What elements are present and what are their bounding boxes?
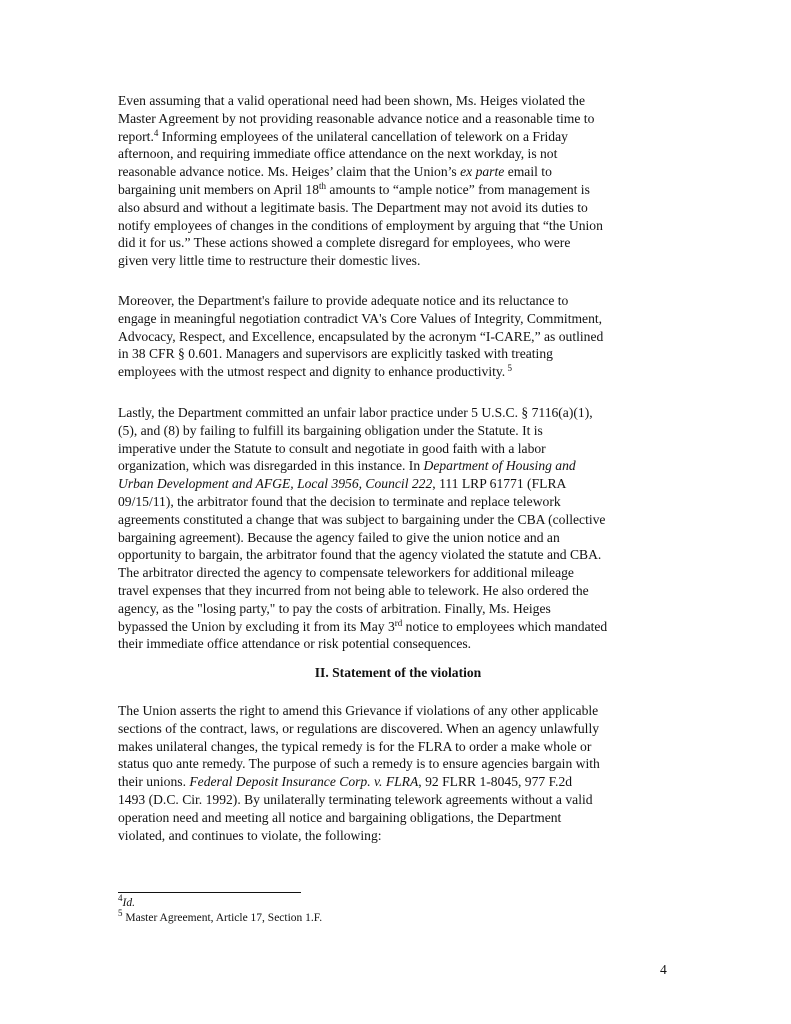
- text-run: reasonable advance notice. Ms. Heiges’ claim that the Union’s: [118, 164, 461, 180]
- text-line: [118, 827, 678, 845]
- text-line: [118, 292, 678, 310]
- text-run: email to: [504, 164, 552, 180]
- text-run: bypassed the Union by excluding it from its May 3: [118, 618, 395, 634]
- text-line: [118, 345, 678, 363]
- text-run: 1493 (D.C. Cir. 1992). By unilaterally terminating telework agreements without a valid: [118, 791, 593, 807]
- text-run: sections of the contract, laws, or regulations are discovered. When an agency unlawfully: [118, 720, 600, 736]
- text-run: imperative under the Statute to consult and negotiate in good faith with a labor: [118, 440, 546, 456]
- text-line: [118, 702, 678, 720]
- text-run: travel expenses that they incurred from not being able to telework. He also ordered the: [118, 582, 589, 598]
- text-run: Even assuming that a valid operational need had been shown, Ms. Heiges violated the: [118, 93, 585, 108]
- text-run: notify employees of changes in the conditions of employment by arguing that “the Union: [118, 217, 603, 233]
- text-run: given very little time to restructure their domestic lives.: [118, 253, 421, 269]
- text-run: opportunity to bargain, the arbitrator found that the agency violated the statute and CBA.: [118, 547, 602, 563]
- text-run: violated, and continues to violate, the following:: [118, 827, 382, 843]
- section-heading: II. Statement of the violation: [314, 665, 482, 680]
- paragraph-core-values: [118, 292, 678, 381]
- text-line: [118, 404, 678, 422]
- text-line: [118, 92, 678, 110]
- text-line: [118, 809, 678, 827]
- text-run: Moreover, the Department's failure to provide adequate notice and its reluctance to: [118, 293, 569, 308]
- text-line: [118, 163, 678, 181]
- footnotes: [118, 893, 323, 926]
- text-run: The Union asserts the right to amend this Grievance if violations of any other applicable: [118, 703, 599, 718]
- text-run: in 38 CFR § 0.601. Managers and supervisors are explicitly tasked with treating: [118, 346, 553, 362]
- text-run: employees with the utmost respect and dignity to enhance productivity.: [118, 364, 506, 380]
- text-line: [118, 234, 678, 252]
- text-line: [118, 128, 678, 146]
- page-number: 4: [660, 962, 667, 977]
- footnote-ref: 5: [505, 363, 512, 374]
- text-line: [118, 440, 678, 458]
- text-run: afternoon, and requiring immediate office attendance on the next workday, is not: [118, 146, 558, 162]
- text-line: [118, 546, 678, 564]
- text-run: amounts to “ample notice” from management is: [326, 181, 590, 197]
- text-line: [118, 475, 678, 493]
- text-line: [118, 422, 678, 440]
- text-run: agreements constituted a change that was subject to bargaining under the CBA (collective: [118, 511, 606, 527]
- footnote-ref: rd: [394, 617, 403, 628]
- text-run: agency, as the "losing party," to pay the costs of arbitration. Finally, Ms. Heiges: [118, 600, 551, 616]
- text-run: , 92 FLRR 1-8045, 977 F.2d: [418, 774, 573, 790]
- text-line: [118, 564, 678, 582]
- text-line: [118, 738, 678, 756]
- text-run: 09/15/11), the arbitrator found that the decision to terminate and replace telework: [118, 493, 561, 509]
- text-run: operation need and meeting all notice and bargaining obligations, the Department: [118, 809, 562, 825]
- text-run: bargaining agreement). Because the agency failed to give the union notice and an: [118, 529, 560, 545]
- paragraph-unfair-labor-practice: [118, 404, 678, 653]
- text-line: [118, 252, 678, 270]
- text-line: [118, 310, 678, 328]
- text-line: [118, 618, 678, 636]
- text-run: their immediate office attendance or risk potential consequences.: [118, 636, 472, 652]
- text-run: organization, which was disregarded in this instance. In: [118, 458, 424, 474]
- footnote-ref: th: [319, 180, 327, 191]
- text-run: notice to employees which mandated: [402, 618, 608, 634]
- footnote-5: $^5$ Master Agreement, Article 17, Section 1.F.: [118, 908, 323, 924]
- italic-text: Federal Deposit Insurance Corp. v. FLRA: [189, 774, 419, 790]
- text-run: status quo ante remedy. The purpose of such a remedy is to ensure agencies bargain with: [118, 756, 600, 772]
- footnote-4: $^4$Id.: [118, 893, 135, 909]
- text-run: their unions.: [118, 774, 190, 790]
- text-line: [118, 110, 678, 128]
- text-line: [118, 635, 678, 653]
- italic-text: Urban Development and AFGE, Local 3956, Council 222: [118, 476, 433, 492]
- text-run: The arbitrator directed the agency to compensate teleworkers for additional mileage: [118, 565, 574, 581]
- text-run: report.: [118, 128, 154, 144]
- text-run: makes unilateral changes, the typical remedy is for the FLRA to order a make whole or: [118, 738, 592, 754]
- text-run: bargaining unit members on April 18: [118, 181, 319, 197]
- text-line: [118, 363, 678, 381]
- italic-text: ex parte: [460, 164, 505, 180]
- text-line: [118, 328, 678, 346]
- text-line: [118, 199, 678, 217]
- footnote-divider: [118, 892, 301, 893]
- paragraph-union-asserts: [118, 702, 678, 844]
- text-run: Informing employees of the unilateral cancellation of telework on a Friday: [158, 128, 568, 144]
- text-line: [118, 755, 678, 773]
- text-run: Advocacy, Respect, and Excellence, encapsulated by the acronym “I-CARE,” as outlined: [118, 328, 604, 344]
- text-line: [118, 529, 678, 547]
- text-line: [118, 493, 678, 511]
- text-line: [118, 791, 678, 809]
- text-line: [118, 217, 678, 235]
- text-line: [118, 600, 678, 618]
- text-run: engage in meaningful negotiation contradict VA's Core Values of Integrity, Commitment,: [118, 310, 603, 326]
- text-run: , 111 LRP 61771 (FLRA: [432, 476, 567, 492]
- text-run: also absurd and without a legitimate basis. The Department may not avoid its duties to: [118, 199, 588, 215]
- text-line: [118, 582, 678, 600]
- text-line: [118, 457, 678, 475]
- text-line: [118, 181, 678, 199]
- italic-text: Department of Housing and: [423, 458, 576, 474]
- footnote-ref: 4: [153, 127, 159, 138]
- text-line: [118, 511, 678, 529]
- text-line: [118, 720, 678, 738]
- text-run: Master Agreement by not providing reasonable advance notice and a reasonable time to: [118, 110, 595, 126]
- text-run: Lastly, the Department committed an unfair labor practice under 5 U.S.C. § 7116(a)(1),: [118, 405, 593, 420]
- text-run: did it for us.” These actions showed a complete disregard for employees, who were: [118, 235, 571, 251]
- text-line: [118, 773, 678, 791]
- text-line: [118, 145, 678, 163]
- paragraph-notice: [118, 92, 678, 270]
- text-run: (5), and (8) by failing to fulfill its bargaining obligation under the Statute. It is: [118, 422, 543, 438]
